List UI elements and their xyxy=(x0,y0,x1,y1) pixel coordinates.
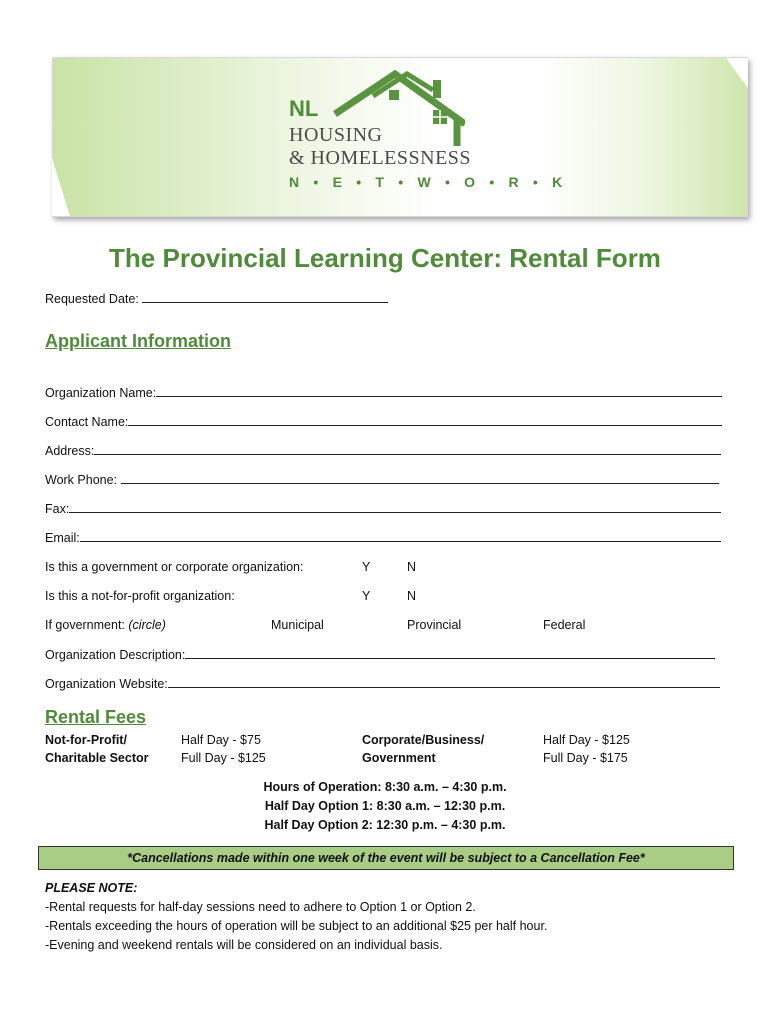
municipal-option[interactable]: Municipal xyxy=(271,618,324,632)
header-banner xyxy=(52,57,748,217)
federal-option[interactable]: Federal xyxy=(543,618,586,632)
email-row xyxy=(45,530,721,545)
corp-category-line2: Government xyxy=(362,751,436,765)
address-row xyxy=(45,443,721,458)
nfp-half-day-fee: Half Day - $75 xyxy=(181,733,261,747)
fax-row xyxy=(45,501,721,516)
requested-date-row xyxy=(45,291,388,306)
nfp-full-day-fee: Full Day - $125 xyxy=(181,751,266,765)
gov-no-option[interactable]: N xyxy=(407,560,417,574)
corp-category-line1: Corporate/Business/ xyxy=(362,733,485,747)
org-website-label: Organization Website: xyxy=(45,677,168,691)
nfp-category-line2: Charitable Sector xyxy=(45,751,149,765)
note-item: -Rentals exceeding the hours of operation will be subject to an additional $25 per half hour. xyxy=(45,919,548,933)
if-government-row xyxy=(45,618,166,632)
contact-name-field[interactable] xyxy=(128,414,722,426)
banner-fold-right xyxy=(726,58,748,88)
org-website-row xyxy=(45,676,720,691)
contact-name-row xyxy=(45,414,722,429)
applicant-information-heading: Applicant Information xyxy=(45,331,231,351)
logo-housing-text: HOUSING xyxy=(289,124,383,146)
page-title: The Provincial Learning Center: Rental Form xyxy=(109,243,661,273)
half-day-option-2: Half Day Option 2: 12:30 p.m. – 4:30 p.m. xyxy=(264,818,506,832)
nfp-yes-option[interactable]: Y xyxy=(362,589,371,603)
banner-fold-left xyxy=(52,158,70,216)
requested-date-field[interactable] xyxy=(142,291,388,303)
note-item: -Evening and weekend rentals will be considered on an individual basis. xyxy=(45,938,443,952)
nfp-category-line1: Not-for-Profit/ xyxy=(45,733,127,747)
work-phone-row xyxy=(45,472,719,487)
email-label: Email: xyxy=(45,531,80,545)
logo-network-text: N • E • T • W • O • R • K xyxy=(289,174,568,190)
fax-field[interactable] xyxy=(69,501,721,513)
nfp-no-option[interactable]: N xyxy=(407,589,417,603)
org-name-field[interactable] xyxy=(156,385,722,397)
corp-full-day-fee: Full Day - $175 xyxy=(543,751,628,765)
org-name-row xyxy=(45,385,722,400)
fax-label: Fax: xyxy=(45,502,70,516)
address-label: Address: xyxy=(45,444,95,458)
if-government-label: If government: xyxy=(45,618,125,632)
cancellation-notice: *Cancellations made within one week of the event will be subject to a Cancellation Fee* xyxy=(38,846,734,870)
org-description-row xyxy=(45,647,715,662)
address-field[interactable] xyxy=(94,443,721,455)
circle-hint: (circle) xyxy=(128,618,166,632)
gov-question: Is this a government or corporate organization: xyxy=(45,560,304,574)
logo-nl-text: NL xyxy=(289,96,319,121)
org-name-label: Organization Name: xyxy=(45,386,157,400)
contact-name-label: Contact Name: xyxy=(45,415,129,429)
org-website-field[interactable] xyxy=(168,676,720,688)
work-phone-field[interactable] xyxy=(121,472,719,484)
email-field[interactable] xyxy=(80,530,721,542)
note-item: -Rental requests for half-day sessions need to adhere to Option 1 or Option 2. xyxy=(45,900,476,914)
gov-yes-option[interactable]: Y xyxy=(362,560,371,574)
hours-of-operation: Hours of Operation: 8:30 a.m. – 4:30 p.m. xyxy=(263,780,507,794)
provincial-option[interactable]: Provincial xyxy=(407,618,462,632)
rental-fees-heading: Rental Fees xyxy=(45,707,147,727)
nl-housing-logo xyxy=(285,66,568,196)
requested-date-label: Requested Date: xyxy=(45,292,139,306)
nfp-question: Is this a not-for-profit organization: xyxy=(45,589,235,603)
org-description-label: Organization Description: xyxy=(45,648,186,662)
half-day-option-1: Half Day Option 1: 8:30 a.m. – 12:30 p.m. xyxy=(264,799,506,813)
corp-half-day-fee: Half Day - $125 xyxy=(543,733,630,747)
logo-homelessness-text: & HOMELESSNESS xyxy=(289,147,472,169)
work-phone-label: Work Phone: xyxy=(45,473,118,487)
org-description-field[interactable] xyxy=(185,647,715,659)
please-note-heading: PLEASE NOTE: xyxy=(45,881,138,895)
